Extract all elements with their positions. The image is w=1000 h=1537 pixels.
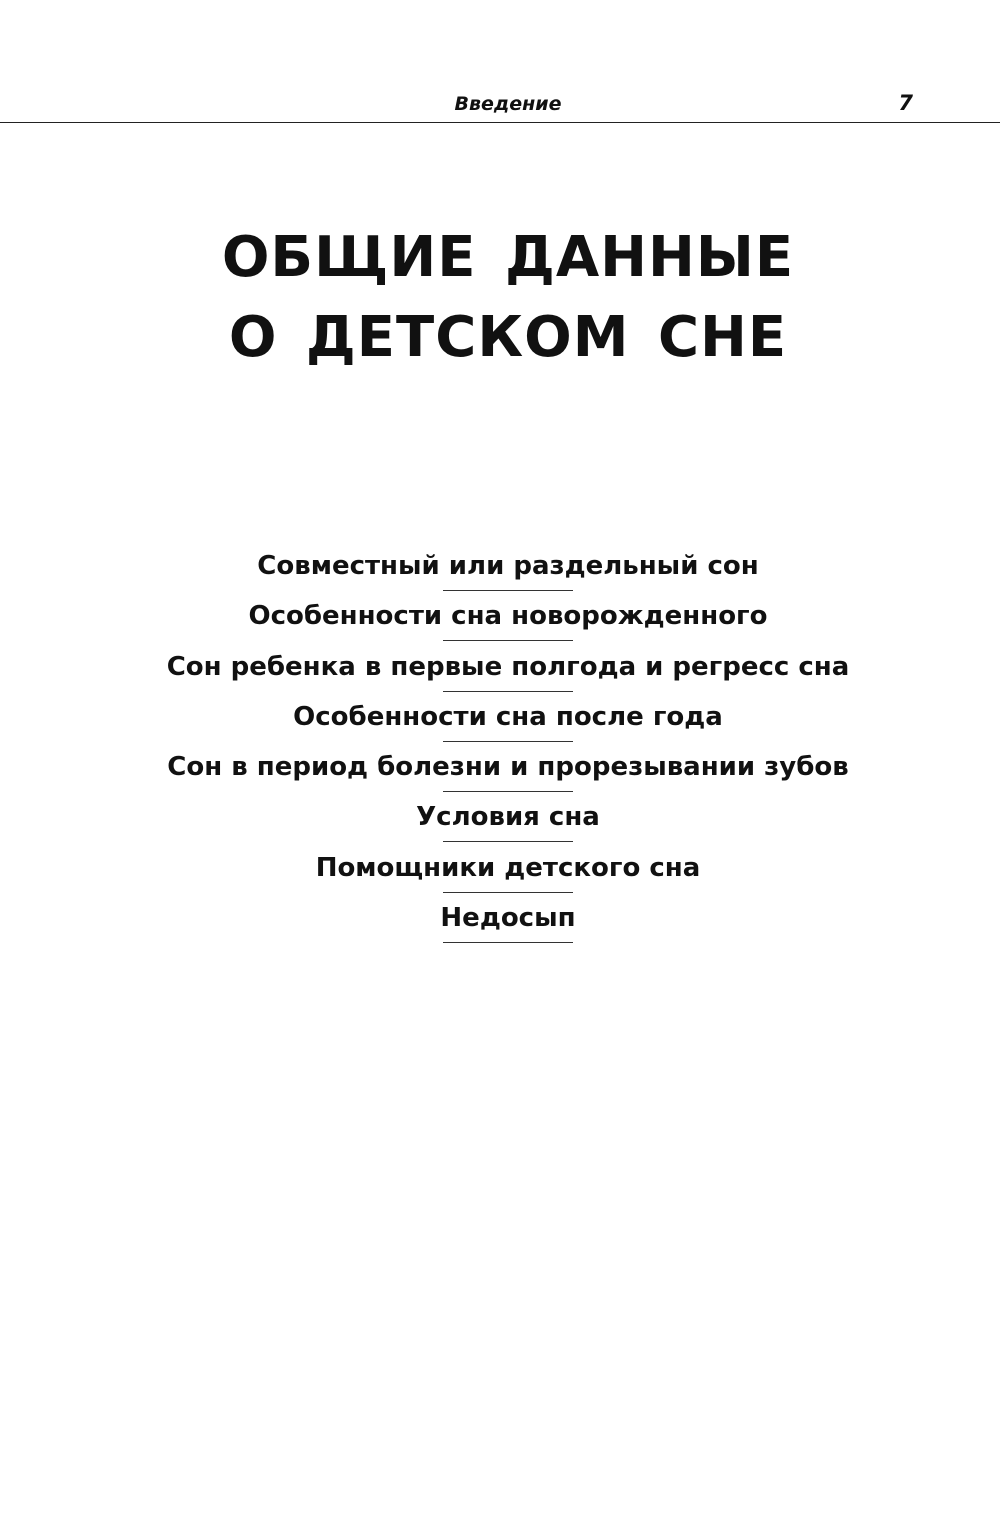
section-item-co-sleeping — [0, 543, 1000, 593]
section-divider — [443, 791, 573, 792]
section-divider — [443, 590, 573, 591]
section-item-first-half-year — [0, 644, 1000, 694]
section-divider — [443, 741, 573, 742]
section-item-label: Особенности сна после года — [293, 701, 723, 732]
section-item-newborn-sleep — [0, 593, 1000, 643]
section-item-sleep-deprivation — [0, 895, 1000, 945]
section-item-illness-teething — [0, 744, 1000, 794]
section-item-label: Сон в период болезни и прорезывании зубов — [167, 752, 849, 783]
chapter-title-line-2: О ДЕТСКОМ СНЕ — [228, 305, 788, 370]
section-divider — [443, 892, 573, 893]
section-item-label: Недосып — [440, 903, 576, 934]
section-item-sleep-helpers — [0, 845, 1000, 895]
section-divider — [443, 640, 573, 641]
running-title: Введение — [454, 93, 562, 115]
page-number: 7 — [898, 91, 913, 115]
section-item-sleep-conditions — [0, 794, 1000, 844]
chapter-title-line-1: ОБЩИЕ ДАННЫЕ — [221, 225, 795, 290]
section-item-after-one-year — [0, 694, 1000, 744]
section-item-label: Помощники детского сна — [315, 852, 701, 883]
section-item-label: Совместный или раздельный сон — [257, 551, 759, 581]
section-divider — [443, 691, 573, 692]
running-header — [0, 0, 1000, 124]
section-list — [0, 543, 1000, 945]
section-divider — [443, 942, 573, 943]
section-divider — [443, 841, 573, 842]
section-item-label: Сон ребенка в первые полгода и регресс сна — [166, 651, 850, 682]
chapter-title — [0, 218, 1000, 378]
section-item-label: Особенности сна новорожденного — [248, 601, 768, 632]
header-rule — [0, 122, 1000, 123]
section-item-label: Условия сна — [416, 802, 600, 833]
